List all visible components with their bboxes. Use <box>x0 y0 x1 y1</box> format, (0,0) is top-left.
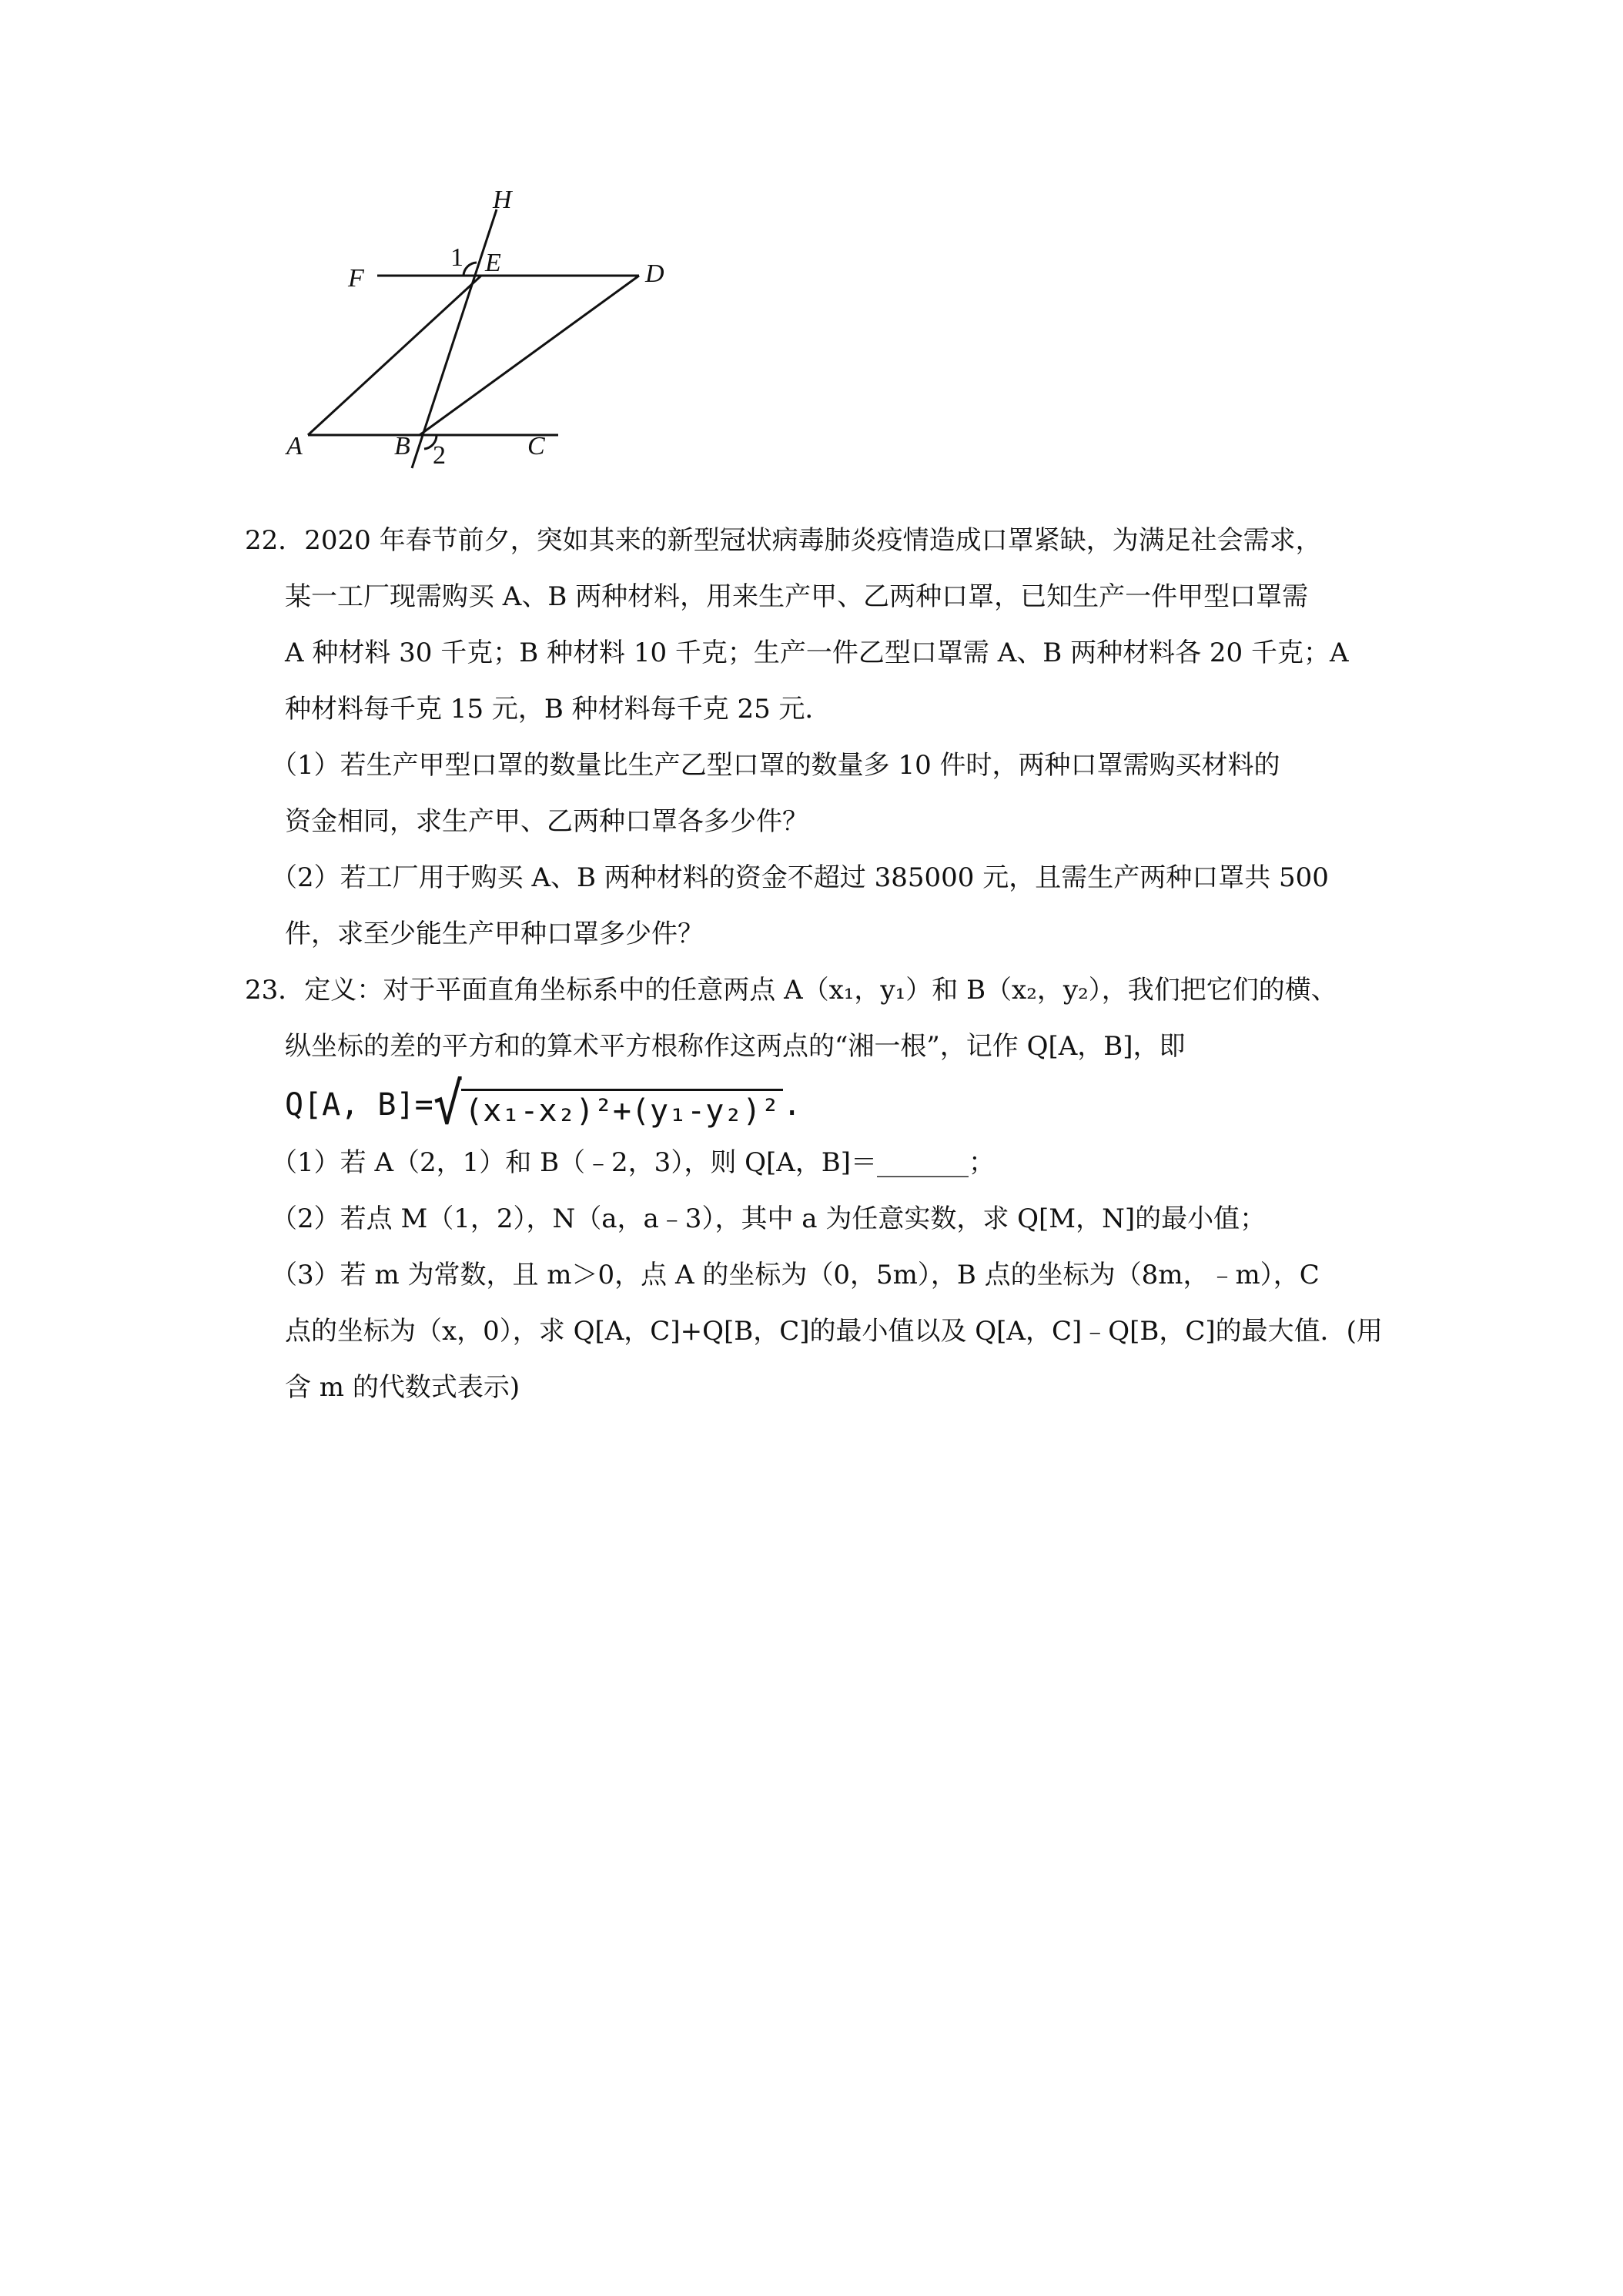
q22-part1-line-1: （1）若生产甲型口罩的数量比生产乙型口罩的数量多 10 件时，两种口罩需购买材料的 <box>271 750 1280 781</box>
q22-line-2: 某一工厂现需购买 A、B 两种材料，用来生产甲、乙两种口罩，已知生产一件甲型口罩需 <box>285 581 1309 612</box>
q23-line-1: 23．定义：对于平面直角坐标系中的任意两点 A（x₁，y₁）和 B（x₂，y₂），我们把它们的横、 <box>245 975 1337 1006</box>
q22-line-4: 种材料每千克 15 元，B 种材料每千克 25 元． <box>285 694 832 725</box>
label-angle-1: 1 <box>450 243 463 272</box>
q23-part2: （2）若点 M（1，2），N（a，a﹣3），其中 a 为任意实数，求 Q[M，N]的最小值； <box>271 1203 1267 1234</box>
formula-lhs: Q[A, B]= <box>285 1087 433 1123</box>
parallel-lines-diagram <box>262 177 693 516</box>
q23-part1: （1）若 A（2，1）和 B（﹣2，3），则 Q[A，B]＝_______； <box>271 1147 996 1178</box>
label-E: E <box>485 249 501 277</box>
label-C: C <box>527 432 545 460</box>
label-B: B <box>394 432 410 460</box>
q23-part3-line-1: （3）若 m 为常数，且 m＞0，点 A 的坐标为（0，5m），B 点的坐标为（8m，﹣m），C <box>271 1260 1320 1290</box>
segment-BD <box>420 276 639 435</box>
label-F: F <box>348 264 364 293</box>
q22-part2-line-2: 件，求至少能生产甲种口罩多少件？ <box>285 919 704 949</box>
q23-line-2: 纵坐标的差的平方和的算术平方根称作这两点的“湘一根”，记作 Q[A，B]，即 <box>285 1031 1186 1062</box>
q22-line-3: A 种材料 30 千克；B 种材料 10 千克；生产一件乙型口罩需 A、B 两种材料各 20 千克；A <box>285 638 1349 668</box>
geometry-figure <box>262 177 693 516</box>
label-H: H <box>493 186 512 214</box>
q23-part3-line-2: 点的坐标为（x，0），求 Q[A，C]+Q[B，C]的最小值以及 Q[A，C]﹣Q[B，C]的最大值．(用 <box>285 1316 1383 1347</box>
formula-tail: . <box>782 1087 801 1123</box>
sqrt-icon: √ <box>433 1072 463 1138</box>
formula-radical <box>433 1072 783 1138</box>
formula-radicand: (x₁-x₂)²+(y₁-y₂)² <box>461 1089 782 1130</box>
segment-AE <box>308 276 481 435</box>
q22-part2-line-1: （2）若工厂用于购买 A、B 两种材料的资金不超过 385000 元，且需生产两种口罩共 500 <box>271 862 1329 893</box>
q-distance-formula <box>285 1072 801 1138</box>
q23-part3-line-3: 含 m 的代数式表示) <box>285 1372 520 1403</box>
label-angle-2: 2 <box>433 441 446 470</box>
q22-line-1: 22．2020 年春节前夕，突如其来的新型冠状病毒肺炎疫情造成口罩紧缺，为满足社会需求， <box>245 525 1322 556</box>
label-D: D <box>645 259 664 288</box>
label-A: A <box>286 432 303 460</box>
q22-part1-line-2: 资金相同，求生产甲、乙两种口罩各多少件？ <box>285 806 808 837</box>
